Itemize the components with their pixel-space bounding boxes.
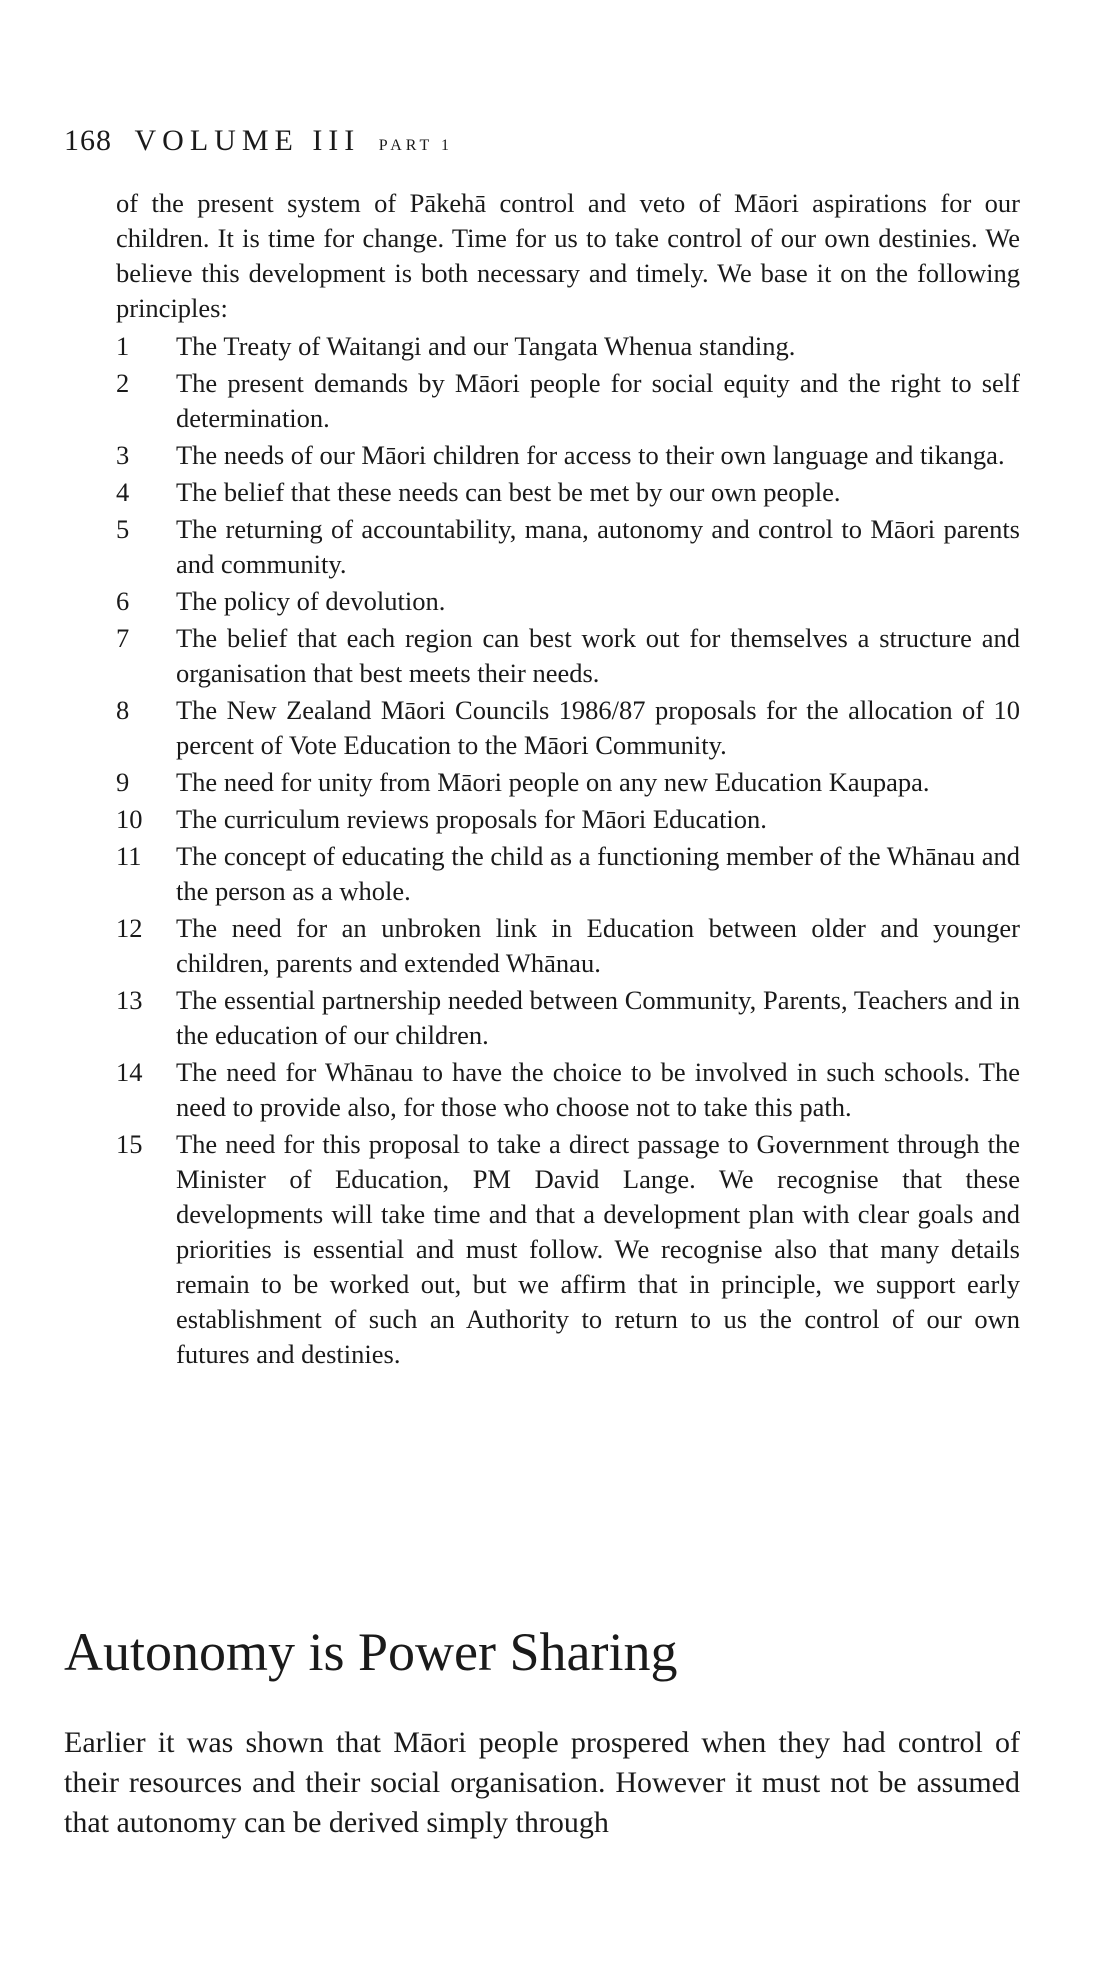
principle-item <box>116 438 1020 473</box>
running-head <box>64 124 453 158</box>
principle-item <box>116 802 1020 837</box>
principle-number: 5 <box>116 514 130 544</box>
principle-number: 1 <box>116 331 130 361</box>
principle-number: 12 <box>116 913 143 943</box>
principle-text: The need for an unbroken link in Education between older and younger children, parents and extended Whānau. <box>176 913 1020 978</box>
part-label: PART 1 <box>378 137 453 154</box>
volume-label: VOLUME III <box>134 124 361 157</box>
principle-text: The returning of accountability, mana, autonomy and control to Māori parents and community. <box>176 514 1020 579</box>
principle-number: 3 <box>116 440 130 470</box>
principle-text: The concept of educating the child as a functioning member of the Whānau and the person as a whole. <box>176 841 1020 906</box>
principle-text: The curriculum reviews proposals for Māori Education. <box>176 804 767 834</box>
principle-number: 10 <box>116 804 143 834</box>
principle-item <box>116 584 1020 619</box>
principle-item <box>116 1055 1020 1125</box>
principle-number: 9 <box>116 767 130 797</box>
principle-number: 8 <box>116 695 130 725</box>
principle-text: The Treaty of Waitangi and our Tangata Whenua standing. <box>176 331 796 361</box>
principle-text: The New Zealand Māori Councils 1986/87 proposals for the allocation of 10 percent of Vote Education to the Māori Community. <box>176 695 1020 760</box>
principle-item <box>116 693 1020 763</box>
intro-paragraph: of the present system of Pākehā control and veto of Māori aspirations for our children. It is time for change. Time for us to take control of our own destinies. We believe this development is both necessary and timely. We base it on the following principles: <box>116 188 1020 323</box>
principle-number: 11 <box>116 841 142 871</box>
principle-number: 2 <box>116 368 130 398</box>
principle-item <box>116 512 1020 582</box>
principle-number: 14 <box>116 1057 143 1087</box>
principle-item <box>116 983 1020 1053</box>
principle-item <box>116 911 1020 981</box>
principles-list <box>116 329 1020 1374</box>
principle-item <box>116 475 1020 510</box>
principle-item <box>116 765 1020 800</box>
principle-item <box>116 621 1020 691</box>
section-heading: Autonomy is Power Sharing <box>64 1622 678 1682</box>
principle-text: The policy of devolution. <box>176 586 446 616</box>
page-number: 168 <box>64 124 112 157</box>
principle-number: 15 <box>116 1129 143 1159</box>
principle-text: The need for this proposal to take a direct passage to Government through the Minister of Education, PM David Lange. We recognise that these developments will take time and that a development plan with clear goals and priorities is essential and must follow. We recognise also that many details remain to be worked out, but we affirm that in principle, we support early establishment of such an Authority to return to us the control of our own futures and destinies. <box>176 1129 1020 1369</box>
principle-item <box>116 839 1020 909</box>
principle-item <box>116 366 1020 436</box>
principle-number: 4 <box>116 477 130 507</box>
principle-text: The belief that each region can best work out for themselves a structure and organisation that best meets their needs. <box>176 623 1020 688</box>
body-paragraph: Earlier it was shown that Māori people prospered when they had control of their resources and their social organisation. However it must not be assumed that autonomy can be derived simply through <box>64 1726 1020 1839</box>
principle-number: 7 <box>116 623 130 653</box>
principle-text: The present demands by Māori people for social equity and the right to self determination. <box>176 368 1020 433</box>
principle-text: The needs of our Māori children for access to their own language and tikanga. <box>176 440 1005 470</box>
principle-text: The belief that these needs can best be met by our own people. <box>176 477 841 507</box>
principle-item <box>116 1127 1020 1372</box>
principle-text: The need for unity from Māori people on any new Education Kaupapa. <box>176 767 930 797</box>
principle-item <box>116 329 1020 364</box>
principle-number: 13 <box>116 985 143 1015</box>
principle-text: The essential partnership needed between Community, Parents, Teachers and in the education of our children. <box>176 985 1020 1050</box>
principle-text: The need for Whānau to have the choice to be involved in such schools. The need to provide also, for those who choose not to take this path. <box>176 1057 1020 1122</box>
principle-number: 6 <box>116 586 130 616</box>
